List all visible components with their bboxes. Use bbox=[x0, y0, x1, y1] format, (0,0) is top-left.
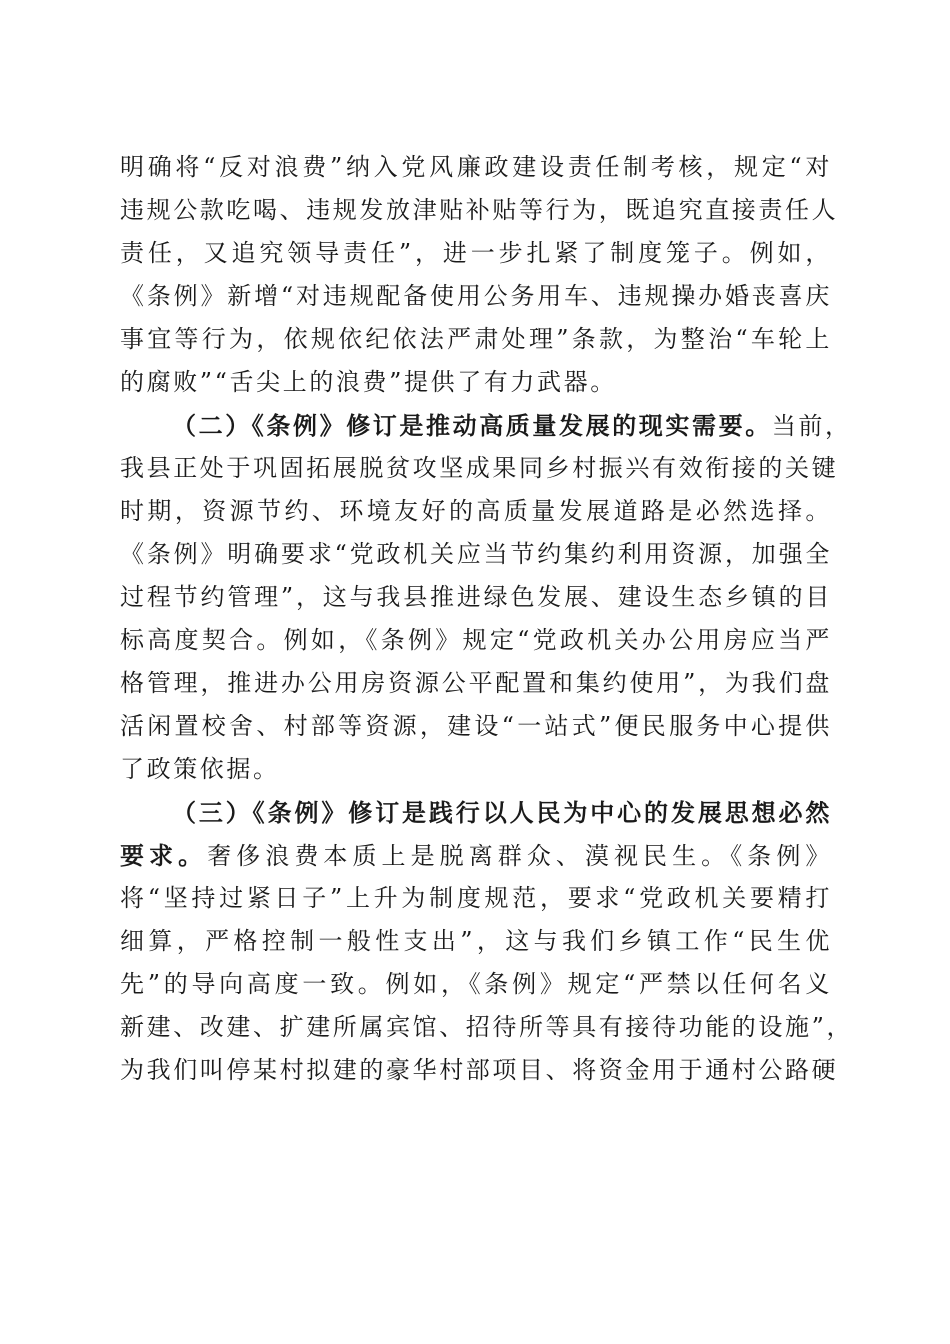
paragraph-1-line-2: 违规公款吃喝、违规发放津贴补贴等行为，既追究直接责任人 bbox=[120, 196, 839, 224]
paragraph-1-line-3: 责任，又追究领导责任”，进一步扎紧了制度笼子。例如， bbox=[120, 239, 832, 267]
paragraph-2-line-1 bbox=[120, 404, 852, 447]
paragraph-3-heading-line-1: （三）《条例》修订是践行以人民为中心的发展思想必然 bbox=[172, 798, 832, 827]
paragraph-1-line-5: 事宜等行为，依规依纪依法严肃处理”条款，为整治“车轮上 bbox=[120, 325, 832, 353]
paragraph-3-heading-end: 要求。 bbox=[120, 841, 208, 870]
paragraph-3-line-7: 为我们叫停某村拟建的豪华村部项目、将资金用于通村公路硬 bbox=[120, 1056, 839, 1084]
paragraph-2-line-8: 活闲置校舍、村部等资源，建设“一站式”便民服务中心提供 bbox=[120, 712, 832, 740]
paragraph-2-line-6: 标高度契合。例如，《条例》规定“党政机关办公用房应当严 bbox=[120, 626, 832, 654]
document-body bbox=[120, 146, 854, 1092]
paragraph-3-line-3: 将“坚持过紧日子”上升为制度规范，要求“党政机关要精打 bbox=[120, 884, 832, 912]
paragraph-2-line-3: 时期，资源节约、环境友好的高质量发展道路是必然选择。 bbox=[120, 497, 832, 525]
paragraph-3-line-5: 先”的导向高度一致。例如，《条例》规定“严禁以任何名义 bbox=[120, 970, 832, 998]
paragraph-2-line-9: 了政策依据。 bbox=[120, 755, 280, 783]
paragraph-2-line-4: 《条例》明确要求“党政机关应当节约集约利用资源，加强全 bbox=[120, 540, 832, 568]
paragraph-2-heading-tail: 当前， bbox=[771, 412, 852, 440]
paragraph-3-line-6: 新建、改建、扩建所属宾馆、招待所等具有接待功能的设施”， bbox=[120, 1013, 854, 1041]
paragraph-2-line-7: 格管理，推进办公用房资源公平配置和集约使用”，为我们盘 bbox=[120, 669, 832, 697]
paragraph-1-line-6: 的腐败”“舌尖上的浪费”提供了有力武器。 bbox=[120, 368, 617, 396]
paragraph-3-line-4: 细算，严格控制一般性支出”，这与我们乡镇工作“民生优 bbox=[120, 927, 832, 955]
paragraph-3-line-2-tail: 奢侈浪费本质上是脱离群众、漠视民生。《条例》 bbox=[207, 842, 832, 870]
paragraph-1-line-1: 明确将“反对浪费”纳入党风廉政建设责任制考核，规定“对 bbox=[120, 153, 832, 181]
paragraph-1-line-4: 《条例》新增“对违规配备使用公务用车、违规操办婚丧喜庆 bbox=[120, 282, 832, 310]
paragraph-2-heading: （二）《条例》修订是推动高质量发展的现实需要。 bbox=[172, 411, 772, 440]
paragraph-3-line-2 bbox=[120, 834, 832, 877]
paragraph-2-line-2: 我县正处于巩固拓展脱贫攻坚成果同乡村振兴有效衔接的关键 bbox=[120, 454, 839, 482]
paragraph-2-line-5: 过程节约管理”，这与我县推进绿色发展、建设生态乡镇的目 bbox=[120, 583, 832, 611]
